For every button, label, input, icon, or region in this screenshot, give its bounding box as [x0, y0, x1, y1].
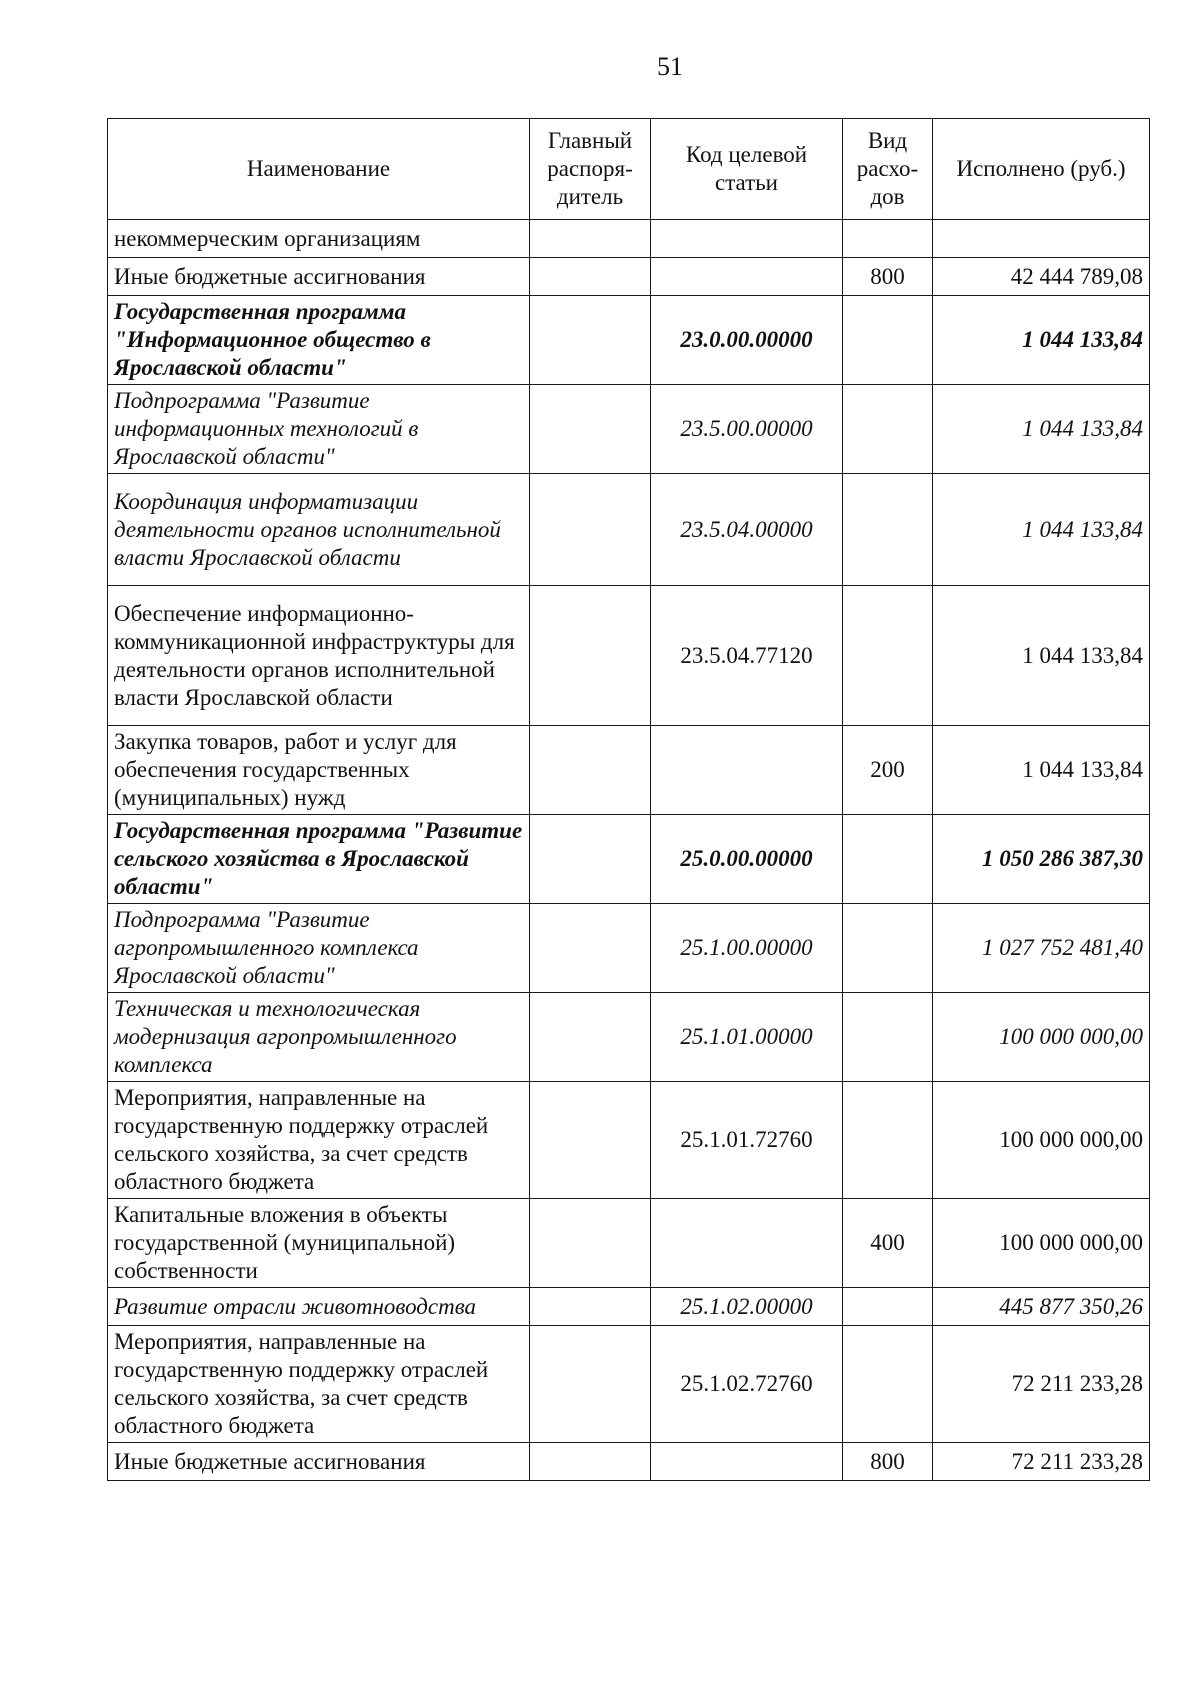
kind-cell [843, 220, 933, 258]
amount-cell: 445 877 350,26 [933, 1288, 1150, 1326]
administrator-cell [530, 726, 651, 815]
administrator-cell [530, 993, 651, 1082]
header-administrator: Главный распоря- дитель [530, 119, 651, 220]
amount-cell: 1 044 133,84 [933, 726, 1150, 815]
name-cell: Подпрограмма "Развитие агропромышленного комплекса Ярославской области" [108, 904, 530, 993]
administrator-cell [530, 220, 651, 258]
amount-cell: 1 044 133,84 [933, 474, 1150, 586]
amount-cell [933, 220, 1150, 258]
code-cell: 25.1.01.00000 [651, 993, 843, 1082]
code-cell: 25.0.00.00000 [651, 815, 843, 904]
amount-cell: 72 211 233,28 [933, 1443, 1150, 1481]
administrator-cell [530, 904, 651, 993]
code-cell [651, 1199, 843, 1288]
code-cell: 23.5.04.00000 [651, 474, 843, 586]
administrator-cell [530, 1288, 651, 1326]
amount-cell: 1 044 133,84 [933, 586, 1150, 726]
table-row [108, 993, 1150, 1082]
table-row [108, 586, 1150, 726]
administrator-cell [530, 474, 651, 586]
kind-cell: 800 [843, 1443, 933, 1481]
name-cell: Подпрограмма "Развитие информационных технологий в Ярославской области" [108, 385, 530, 474]
header-kind: Вид расхо-дов [843, 119, 933, 220]
code-cell [651, 1443, 843, 1481]
name-cell: Развитие отрасли животноводства [108, 1288, 530, 1326]
budget-table [107, 118, 1150, 1481]
table-row [108, 1443, 1150, 1481]
page-number: 51 [657, 52, 683, 81]
administrator-cell [530, 385, 651, 474]
administrator-cell [530, 1326, 651, 1443]
table-row [108, 1288, 1150, 1326]
kind-cell [843, 296, 933, 385]
name-cell: Государственная программа "Развитие сельского хозяйства в Ярославской области" [108, 815, 530, 904]
amount-cell: 72 211 233,28 [933, 1326, 1150, 1443]
kind-cell [843, 1082, 933, 1199]
kind-cell [843, 586, 933, 726]
table-body [108, 220, 1150, 1481]
kind-cell: 400 [843, 1199, 933, 1288]
name-cell: Обеспечение информационно-коммуникационной инфраструктуры для деятельности органов исполнительной власти Ярославской области [108, 586, 530, 726]
kind-cell [843, 904, 933, 993]
table-row [108, 1326, 1150, 1443]
table-header-row [108, 119, 1150, 220]
code-cell: 23.5.04.77120 [651, 586, 843, 726]
code-cell [651, 258, 843, 296]
table-row [108, 726, 1150, 815]
name-cell: Координация информатизации деятельности органов исполнительной власти Ярославской области [108, 474, 530, 586]
administrator-cell [530, 815, 651, 904]
code-cell [651, 726, 843, 815]
amount-cell: 100 000 000,00 [933, 1199, 1150, 1288]
table-row [108, 296, 1150, 385]
table-row [108, 220, 1150, 258]
amount-cell: 42 444 789,08 [933, 258, 1150, 296]
name-cell: Техническая и технологическая модернизация агропромышленного комплекса [108, 993, 530, 1082]
code-cell: 23.0.00.00000 [651, 296, 843, 385]
code-cell: 25.1.01.72760 [651, 1082, 843, 1199]
amount-cell: 1 044 133,84 [933, 296, 1150, 385]
code-cell [651, 220, 843, 258]
code-cell: 25.1.02.00000 [651, 1288, 843, 1326]
name-cell: Государственная программа "Информационное общество в Ярославской области" [108, 296, 530, 385]
kind-cell: 800 [843, 258, 933, 296]
name-cell: Иные бюджетные ассигнования [108, 1443, 530, 1481]
table-row [108, 258, 1150, 296]
amount-cell: 1 027 752 481,40 [933, 904, 1150, 993]
kind-cell [843, 385, 933, 474]
amount-cell: 100 000 000,00 [933, 993, 1150, 1082]
administrator-cell [530, 1443, 651, 1481]
name-cell: Закупка товаров, работ и услуг для обеспечения государственных (муниципальных) нужд [108, 726, 530, 815]
table-row [108, 1082, 1150, 1199]
table-row [108, 474, 1150, 586]
kind-cell [843, 993, 933, 1082]
kind-cell [843, 815, 933, 904]
code-cell: 25.1.02.72760 [651, 1326, 843, 1443]
administrator-cell [530, 258, 651, 296]
table-row [108, 815, 1150, 904]
name-cell: Мероприятия, направленные на государственную поддержку отраслей сельского хозяйства, за счет средств областного бюджета [108, 1082, 530, 1199]
kind-cell [843, 474, 933, 586]
administrator-cell [530, 1082, 651, 1199]
amount-cell: 1 050 286 387,30 [933, 815, 1150, 904]
table-row [108, 385, 1150, 474]
code-cell: 25.1.00.00000 [651, 904, 843, 993]
amount-cell: 1 044 133,84 [933, 385, 1150, 474]
table-row [108, 1199, 1150, 1288]
name-cell: Иные бюджетные ассигнования [108, 258, 530, 296]
table-row [108, 904, 1150, 993]
name-cell: Мероприятия, направленные на государственную поддержку отраслей сельского хозяйства, за счет средств областного бюджета [108, 1326, 530, 1443]
kind-cell: 200 [843, 726, 933, 815]
kind-cell [843, 1326, 933, 1443]
name-cell: Капитальные вложения в объекты государственной (муниципальной) собственности [108, 1199, 530, 1288]
kind-cell [843, 1288, 933, 1326]
header-code: Код целевой статьи [651, 119, 843, 220]
administrator-cell [530, 586, 651, 726]
administrator-cell [530, 296, 651, 385]
header-name: Наименование [108, 119, 530, 220]
header-amount: Исполнено (руб.) [933, 119, 1150, 220]
code-cell: 23.5.00.00000 [651, 385, 843, 474]
administrator-cell [530, 1199, 651, 1288]
name-cell: некоммерческим организациям [108, 220, 530, 258]
amount-cell: 100 000 000,00 [933, 1082, 1150, 1199]
